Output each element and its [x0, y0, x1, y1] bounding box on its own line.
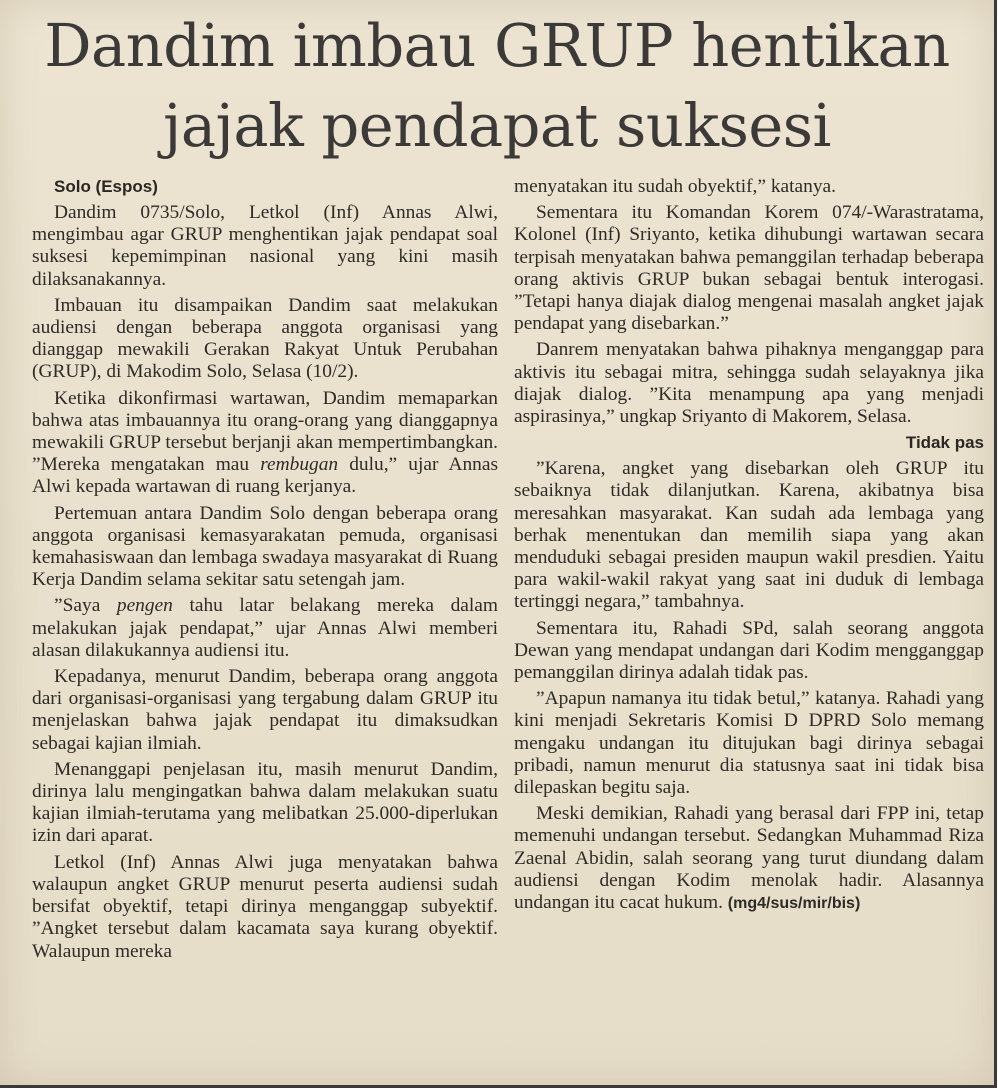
article-column-right — [514, 176, 984, 919]
paragraph — [32, 595, 498, 662]
paragraph: Kepadanya, menurut Dandim, beberapa orang anggota dari organisasi-organisasi yang tergabung dalam GRUP itu menjelaskan bahwa jajak pendapat itu dimaksudkan sebagai kajian ilmiah. — [32, 666, 498, 754]
article-column-left — [32, 176, 498, 967]
paragraph: Sementara itu Komandan Korem 074/-Warastratama, Kolonel (Inf) Sriyanto, ketika dihubungi wartawan secara terpisah menyatakan bahwa pemanggilan terhadap beberapa orang aktivis GRUP bukan sebagai bentuk interogasi. ”Tetapi hanya diajak dialog mengenai masalah angket jajak pendapat yang disebarkan.” — [514, 202, 984, 335]
paragraph: Sementara itu, Rahadi SPd, salah seorang anggota Dewan yang mendapat undangan dari Kodim mengganggap pemanggilan dirinya adalah tidak pas. — [514, 617, 984, 684]
italic-term: rembugan — [260, 454, 339, 476]
subheading: Tidak pas — [905, 433, 984, 453]
headline-line-2: jajak pendapat suksesi — [163, 91, 831, 160]
paragraph: ”Karena, angket yang disebarkan oleh GRUP itu sebaiknya tidak dilanjutkan. Karena, akibatnya bisa meresahkan masyarakat. Kan sudah ada lembaga yang berhak menentukan dan memilih siapa yang akan menduduki sebagai presiden maupun wakil presdien. Yaitu para wakil-wakil rakyat yang saat ini duduk di lembaga tertinggi negara,” tambahnya. — [514, 458, 984, 613]
headline-line-1: Dandim imbau GRUP hentikan — [44, 11, 950, 80]
paragraph: Dandim 0735/Solo, Letkol (Inf) Annas Alwi, mengimbau agar GRUP menghentikan jajak pendapat soal suksesi kepemimpinan nasional yang kini masih dilaksanakannya. — [32, 202, 498, 290]
paragraph-text: tahu latar belakang mereka dalam melakukan jajak pendapat,” ujar Annas Alwi memberi alasan dilakukannya audiensi itu. — [32, 595, 498, 661]
paragraph: Imbauan itu disampaikan Dandim saat melakukan audiensi dengan beberapa anggota organisasi yang dianggap mewakili Gerakan Rakyat Untuk Perubahan (GRUP), di Makodim Solo, Selasa (10/2). — [32, 294, 498, 383]
paragraph: menyatakan itu sudah obyektif,” katanya. — [514, 176, 836, 197]
paragraph: Danrem menyatakan bahwa pihaknya menganggap para aktivis itu sebagai mitra, sehingga sudah selayaknya jika diajak dialog. ”Kita menampung apa yang menjadi aspirasinya,” ungkap Sriyanto di Makorem, Selasa. — [514, 339, 984, 428]
headline — [0, 6, 994, 166]
paragraph: Letkol (Inf) Annas Alwi juga menyatakan bahwa walaupun angket GRUP menurut peserta audiensi sudah bersifat obyektif, tetapi dirinya menganggap subyektif. ”Angket tersebut dalam kacamata saya kurang obyektif. Walaupun mereka — [32, 851, 498, 962]
paragraph — [32, 388, 498, 499]
paragraph-text: dulu,” ujar Annas Alwi kepada wartawan di ruang kerjanya. — [32, 454, 498, 498]
italic-term: pengen — [116, 595, 173, 617]
paragraph: Pertemuan antara Dandim Solo dengan beberapa orang anggota organisasi kemasyarakatan pemuda, organisasi kemahasiswaan dan lembaga swadaya masyarakat di Ruang Kerja Dandim selama sekitar satu setengah jam. — [32, 502, 498, 591]
dateline: Solo (Espos) — [54, 177, 158, 196]
author-credit: (mg4/sus/mir/bis) — [727, 895, 861, 913]
paragraph: ”Apapun namanya itu tidak betul,” katanya. Rahadi yang kini menjadi Sekretaris Komisi D DPRD Solo memang mengaku undangan itu ditujukan bagi dirinya sebagai pribadi, namun menurut dia statusnya saat ini tidak bisa dilepaskan begitu saja. — [514, 688, 984, 799]
paragraph: Menanggapi penjelasan itu, masih menurut Dandim, dirinya lalu mengingatkan bahwa dalam melakukan suatu kajian ilmiah-terutama yang melibatkan 25.000-diperlukan izin dari aparat. — [32, 758, 498, 847]
paragraph-text: Ketika dikonfirmasi wartawan, Dandim memaparkan bahwa atas imbauannya itu orang-orang yang dianggapnya mewakili GRUP tersebut berjanji akan mempertimbangkan. ”Mereka mengatakan mau — [32, 387, 498, 476]
paragraph-text: ”Saya — [54, 595, 117, 617]
paragraph-text: Meski demikian, Rahadi yang berasal dari FPP ini, tetap memenuhi undangan tersebut. Sedangkan Muhammad Riza Zaenal Abidin, salah seorang yang turut diundang dalam audiensi dengan Kodim menolak hadir. Alasannya undangan itu cacat hukum. — [514, 803, 984, 914]
paragraph — [514, 803, 984, 915]
